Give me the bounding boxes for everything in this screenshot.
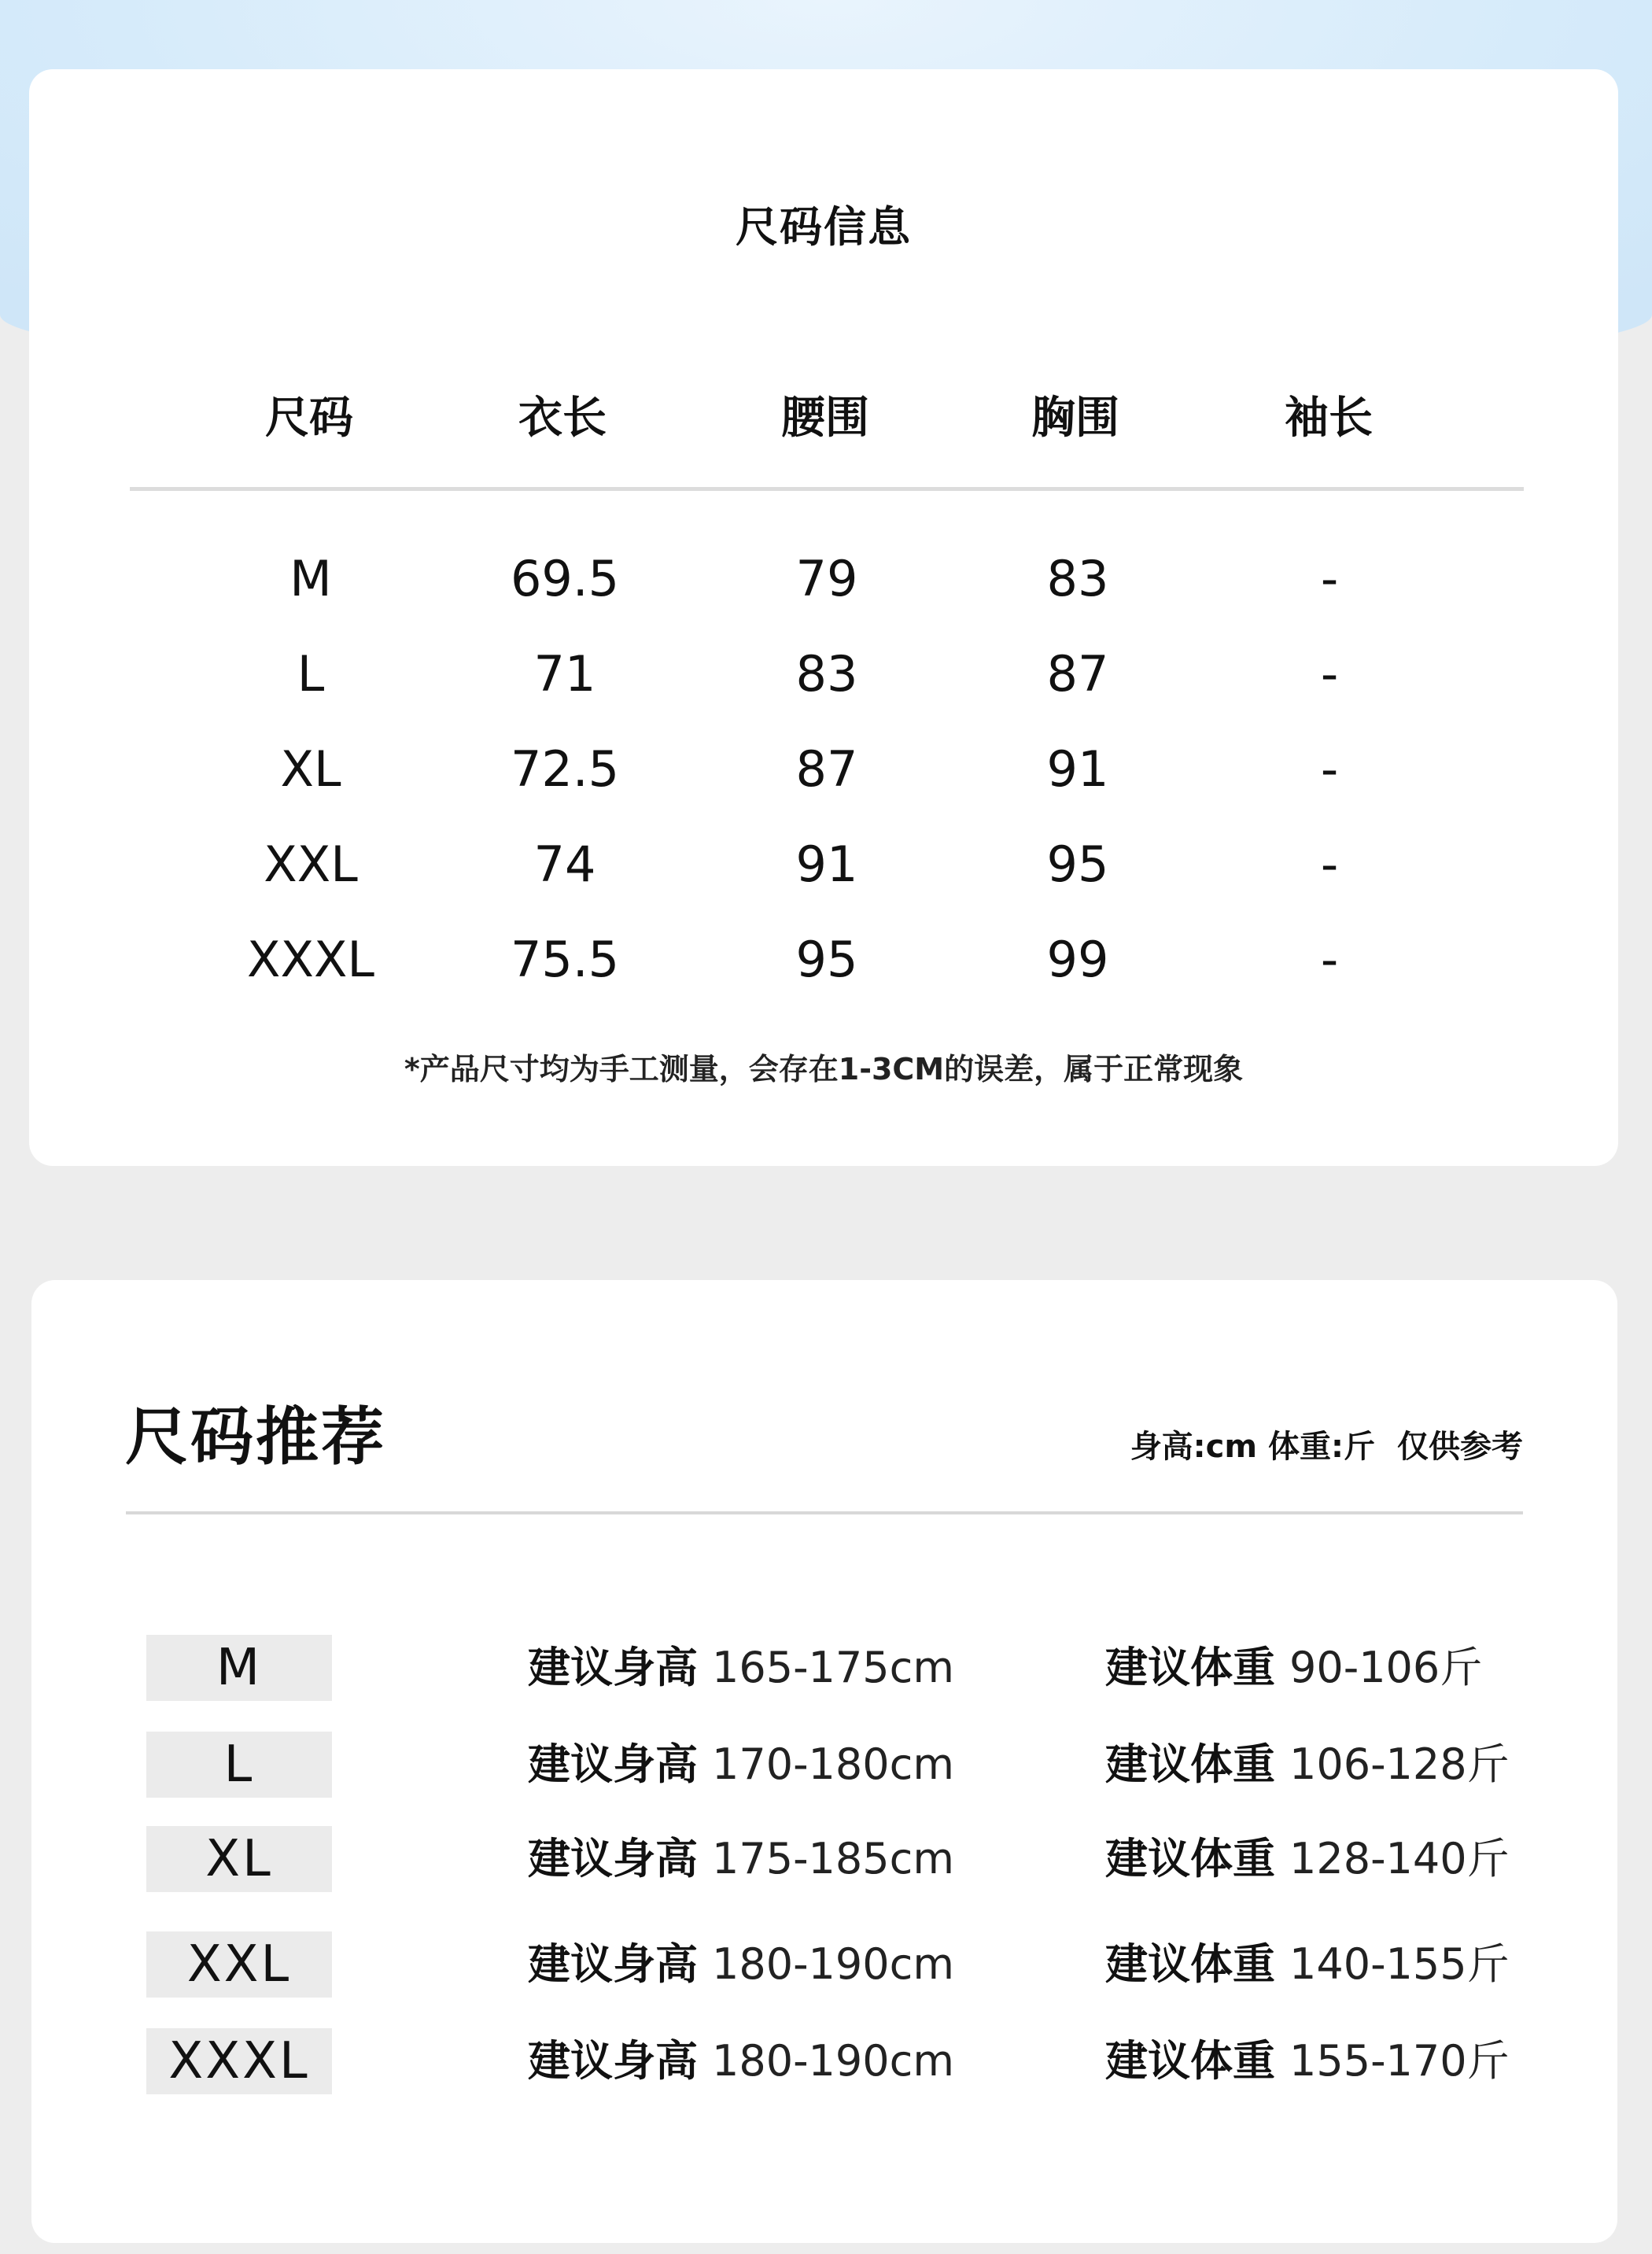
weight-value: 140-155斤: [1289, 1939, 1510, 1989]
size-badge: M: [146, 1635, 332, 1701]
header-length: 衣长: [518, 393, 607, 444]
recommend-row: [31, 1826, 1617, 1892]
table-cell-chest: 87: [1046, 645, 1109, 703]
header-size: 尺码: [265, 393, 353, 444]
height-label: 建议身高: [528, 1834, 698, 1883]
weight-label: 建议体重: [1105, 1739, 1275, 1789]
recommend-weight: [1105, 1732, 1510, 1808]
weight-label: 建议体重: [1105, 1939, 1275, 1989]
height-value: 180-190cm: [712, 1939, 954, 1989]
table-cell-length: 72.5: [510, 740, 620, 798]
header-chest: 胸围: [1031, 393, 1119, 444]
recommend-height: [528, 1826, 954, 1902]
size-info-title: 尺码信息: [736, 202, 912, 252]
weight-value: 128-140斤: [1289, 1834, 1510, 1883]
table-cell-sleeve: -: [1320, 836, 1339, 893]
height-value: 170-180cm: [712, 1739, 954, 1789]
table-cell-length: 69.5: [510, 550, 620, 607]
units-note: 身高:cm 体重:斤: [1130, 1429, 1375, 1465]
table-cell-chest: 95: [1046, 836, 1109, 893]
recommend-weight: [1105, 2028, 1510, 2105]
table-cell-waist: 95: [795, 931, 858, 988]
weight-label: 建议体重: [1105, 2036, 1275, 2086]
recommend-height: [528, 1931, 954, 2008]
table-cell-waist: 83: [795, 645, 858, 703]
table-cell-size: XXXL: [247, 931, 374, 988]
table-cell-sleeve: -: [1320, 740, 1339, 798]
recommend-divider: [126, 1511, 1523, 1514]
table-cell-size: XL: [280, 740, 341, 798]
table-cell-length: 71: [533, 645, 596, 703]
weight-value: 155-170斤: [1289, 2036, 1510, 2086]
header-sleeve: 袖长: [1285, 393, 1373, 444]
weight-label: 建议体重: [1105, 1834, 1275, 1883]
table-cell-chest: 99: [1046, 931, 1109, 988]
table-cell-length: 74: [533, 836, 596, 893]
height-value: 175-185cm: [712, 1834, 954, 1883]
reference-note: 仅供参考: [1397, 1429, 1523, 1465]
weight-value: 90-106斤: [1289, 1643, 1483, 1692]
table-cell-chest: 91: [1046, 740, 1109, 798]
height-label: 建议身高: [528, 1643, 698, 1692]
recommend-weight: [1105, 1635, 1482, 1711]
size-recommend-title: 尺码推荐: [125, 1400, 386, 1474]
table-cell-waist: 87: [795, 740, 858, 798]
size-badge: XXL: [146, 1931, 332, 1998]
height-label: 建议身高: [528, 1739, 698, 1789]
table-cell-size: M: [289, 550, 332, 607]
size-recommend-card: [31, 1280, 1617, 2243]
height-label: 建议身高: [528, 1939, 698, 1989]
table-divider: [130, 487, 1524, 491]
recommend-height: [528, 1635, 954, 1711]
size-badge: XL: [146, 1826, 332, 1892]
measurement-note: *产品尺寸均为手工测量，会存在1-3CM的误差，属于正常现象: [404, 1052, 1244, 1086]
table-cell-waist: 91: [795, 836, 858, 893]
table-cell-sleeve: -: [1320, 931, 1339, 988]
recommend-height: [528, 1732, 954, 1808]
table-cell-sleeve: -: [1320, 550, 1339, 607]
height-value: 180-190cm: [712, 2036, 954, 2086]
weight-value: 106-128斤: [1289, 1739, 1510, 1789]
header-waist: 腰围: [781, 393, 869, 444]
height-label: 建议身高: [528, 2036, 698, 2086]
recommend-row: [31, 2028, 1617, 2094]
size-recommend-subtitle: [1130, 1423, 1523, 1470]
recommend-weight: [1105, 1931, 1510, 2008]
table-cell-size: XXL: [264, 836, 358, 893]
size-badge: XXXL: [146, 2028, 332, 2094]
size-table: [29, 69, 1618, 1166]
recommend-row: [31, 1635, 1617, 1701]
recommend-row: [31, 1732, 1617, 1798]
table-cell-sleeve: -: [1320, 645, 1339, 703]
recommend-height: [528, 2028, 954, 2105]
recommend-weight: [1105, 1826, 1510, 1902]
table-cell-length: 75.5: [510, 931, 620, 988]
table-cell-waist: 79: [795, 550, 858, 607]
weight-label: 建议体重: [1105, 1643, 1275, 1692]
height-value: 165-175cm: [712, 1643, 954, 1692]
size-info-card: [29, 69, 1618, 1166]
table-cell-chest: 83: [1046, 550, 1109, 607]
recommend-row: [31, 1931, 1617, 1998]
table-cell-size: L: [297, 645, 325, 703]
size-badge: L: [146, 1732, 332, 1798]
